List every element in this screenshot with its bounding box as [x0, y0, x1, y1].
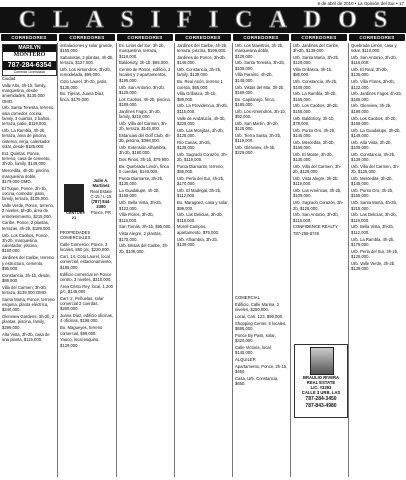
ad-name-top: MARILYN: [3, 45, 56, 52]
listing-text: Urb. La Providencia, 3h-2b, $115,000.: [177, 103, 228, 114]
masthead-letter: F: [177, 7, 192, 33]
masthead-letter: S: [373, 7, 388, 33]
listing-text: Los Caobos, 4h-2b, piscina, $189,000.: [119, 96, 171, 107]
listing-text: CONFIDENCE REALTY: [293, 224, 338, 230]
listing-text: Vista Alegre, 2 plantas, $175,000.: [119, 231, 162, 242]
listing-text: Urb. La Rambla, 4h-2b, terraza, área de piscina, cisterna, verja, calentador solar, desde $185,000.: [2, 128, 50, 150]
listing-text: Carr. 14, Coto Laurel, local comercial, estacionamiento, $185,000.: [60, 254, 112, 270]
listing-text: Urb. Vista Alegre, 3h-2b, $119,000.: [293, 176, 339, 187]
listing-text: Urb. Santa María, 3h-2b, $129,000.: [293, 55, 340, 66]
column-5-listings-bottom: [235, 295, 288, 477]
listing-text: Shopping Center, 5 locales, $695,000.: [235, 320, 287, 331]
listing-text: Urb. Las Américas, 3h-2b, $109,000.: [293, 188, 342, 199]
listing-text: Coto Laurel, 3h-2b, patio, $135,000.: [60, 79, 108, 90]
date-line: [0, 0, 406, 7]
ad-phone: (787) 844-2390: [91, 199, 111, 210]
listing-text: Urb. Tierra Santa, 3h-2b, $119,000.: [235, 132, 282, 144]
listing-text: Jardines de Ponce, 3h-2b, $149,000.: [177, 55, 226, 66]
listing-text: Urb. Constancia, 3h-2b, family, $139,000.: [177, 67, 222, 78]
column-rule: [116, 43, 117, 477]
listing-text: Urb. Baldorioty, 3h-1b, $79,000.: [293, 115, 335, 126]
listing-text: Urb. Brisas del Caribe, 3h-2b, $108,000.: [119, 243, 169, 254]
listing-text: Jardines del Caribe, 4h-2b, terraza, piscina, $199,000.: [177, 43, 228, 54]
listing-text: Urb. San Martín, 3h-2b, $125,000.: [235, 120, 279, 132]
ad-line1: Julio A. Martínez: [92, 178, 110, 189]
listing-text: Constancia, 3h-1b, desde, $89,900.: [2, 272, 51, 283]
ad-phone-2: 787-843-4980: [305, 403, 337, 409]
listing-text: Bo. Magueyes, terreno comercial, $99,000.: [60, 325, 103, 336]
column-rule: [174, 43, 175, 477]
listing-text: Villa Grillasca, 3h-1b, $85,000.: [293, 67, 333, 78]
listing-text: Urb. San Antonio, 3h-2b, $115,000.: [293, 212, 339, 223]
listing-text: Bo. Quebrada Limón, finca 5 cuerdas, $140,000.: [119, 163, 169, 175]
column-2-listings-top: [60, 43, 114, 179]
listing-text: Urb. Bella Vista, 3h-2b, $112,000.: [351, 224, 394, 235]
century21-brand: CENTURY 21: [66, 210, 86, 220]
listing-text: Urb. Los Almendros, 3h-2b, remodelada, $99,000.: [60, 67, 111, 78]
listing-text: Urb. Constancia, 3h-2b, $139,000.: [351, 151, 396, 163]
listing-text: Urb. La Rambla, 4h-2b, $179,000.: [351, 236, 395, 247]
ad-name: BRAULIO RIVERA: [302, 375, 340, 380]
listing-text: Bo. Capitanejo, finca, $185,000.: [235, 96, 275, 107]
listing-text: Ponce By Pass, solar, $320,000.: [235, 332, 276, 344]
listing-text: Urb. Glenview, 3h-2b, $199,000.: [351, 103, 392, 114]
listing-text: Yauco, local esquina, $129,000.: [60, 337, 100, 348]
listing-text: Valle Verde, Ponce, terreno, 2 niveles, 5h-3b, área de entretenimiento, $215,000.: [2, 203, 55, 219]
column-rule: [348, 43, 349, 477]
listing-text: Calle Comercio, Ponce, 2 locales, 850 p/c, $220,000.: [60, 242, 111, 253]
julio-martinez-ad: [88, 178, 114, 226]
listing-text: Urb. Glenview, 4h-3b, $229,000.: [235, 145, 276, 156]
column-label: CORREDORES: [1, 34, 57, 41]
column-rule: [232, 43, 233, 477]
listing-text: Urb. Punto Oro, 3h-2b, $155,000.: [351, 188, 394, 199]
listing-text: Edificio, Calle Marina, 2 niveles, $250,000.: [235, 301, 279, 313]
listing-text: Urb. Alta Vista, 3h-2b, $109,000.: [351, 139, 392, 151]
column-rule: [290, 43, 291, 477]
listing-text: La Guadalupe, 4h-2b, $159,000.: [119, 188, 160, 199]
listing-text: Juana Díaz, edificio oficinas, 4 oficinas, $198,000.: [60, 313, 114, 324]
listing-text: Urb. Los Almendros, 3h-1b, $92,000.: [235, 108, 286, 120]
listing-text: Santa María, Ponce, terreno esquina, planta eléctrica, $240,000.: [2, 296, 55, 313]
listing-text: Quebrada Limón, casa y solar, $110,000.: [351, 43, 397, 54]
listing-text: Urb. Extensión Alhambra, 3h-2b, $160,000.: [119, 145, 167, 156]
column-4-listings: [177, 43, 230, 477]
date-text: 9 de abril de 2010 • La Opinión del Sur • 17: [317, 1, 404, 6]
listing-text: Edificio comercial en Ponce centro, 3 niveles, $310,000.: [60, 271, 112, 282]
ad-phone: 787-284-6354: [3, 61, 56, 70]
ad-line2: Real Estate: [90, 188, 112, 194]
listing-text: Punta Diamante, terreno, $55,000.: [177, 163, 224, 175]
listing-text: Urb. Los Caobos, 4h-2b, $169,000.: [351, 115, 397, 126]
listing-text: Urb. El Monte, 3h-2b, $135,000.: [293, 151, 333, 163]
listing-text: ALQUILER: [235, 356, 256, 362]
listing-text: Área Cristo Rey, local, 1,200 p/c, $145,000.: [60, 283, 113, 294]
listing-text: Urb. Punto Oro, 3h-2b, $145,000.: [293, 127, 336, 138]
masthead: [0, 7, 406, 33]
house-photo: [64, 184, 84, 212]
masthead-letter: A: [86, 7, 104, 33]
listing-text: Alta Vista, 3h-2b, casa de una planta, $115,000.: [2, 331, 50, 342]
masthead-letter: C: [235, 7, 253, 33]
listing-text: Apartamento, Ponce, 2h-1b, $450.: [235, 363, 288, 375]
listing-text: Urb. Villa Flores, 3h-2b, $122,000.: [351, 79, 395, 90]
column-label: CORREDORES: [117, 34, 173, 41]
column-7-listings: [351, 43, 404, 477]
ad-line5: Ponce, PR: [90, 209, 112, 215]
ad-license: LIC. #3393: [310, 385, 332, 390]
masthead-title: [0, 7, 406, 33]
listing-text: Urb. Santa Teresita, terreno, sala comedor, cocina, family, 3 cuartos, 2 baños, terraza, patio, $119,000.: [2, 105, 55, 127]
column-1-listings: [2, 76, 55, 477]
column-6-listings: [293, 43, 346, 343]
column-label: CORREDORES: [291, 34, 347, 41]
listing-text: Urb. Villa del Carmen, 3h-2b, $129,000.: [293, 163, 342, 175]
masthead-letter: C: [18, 7, 37, 33]
masthead-letter: S: [120, 7, 134, 33]
listing-text: Urb. Sagrado Corazón, 3h-2b, $125,000.: [293, 200, 344, 211]
listing-text: Local, Carr. 123, $99,000.: [235, 313, 284, 319]
ad-address: CALLE 3 URB. LAS: [301, 390, 341, 395]
listing-text: Urb. Mercedita, 3h-2b, $159,000.: [293, 139, 335, 151]
listing-text: Centro de Ponce, edificio, 2 locales y 2 apartamentos, $195,000.: [119, 67, 171, 83]
century21-ad: [62, 180, 86, 220]
listing-text: Jardines Fagot, 3h-2b, family, $210,000.: [119, 108, 161, 120]
column-label: CORREDORES: [59, 34, 115, 41]
listing-text: Urb. Bella Vista, 3h-2b, $122,000.: [119, 200, 162, 211]
listing-text: Urb. El Madrigal, 3h-2b, $112,000.: [177, 188, 222, 199]
listing-text: Punta Diamante, 3h-2b, $135,000.: [119, 176, 164, 187]
column-label: CORREDORES: [175, 34, 231, 41]
listing-text: Urb. Perla del Sur, 3h-2b, $129,000.: [351, 248, 399, 259]
masthead-letter: I: [208, 7, 219, 33]
listing-text: Villa Grillasca, 3h-1b, $89,000.: [177, 91, 217, 102]
column-rule: [57, 43, 58, 477]
listing-text: Urb. Valle Verde, 3h-2b, $139,000.: [351, 260, 396, 271]
listing-text: Calle Victoria, local, $145,000.: [235, 344, 272, 356]
column-label: CORREDORES: [349, 34, 405, 41]
agent-photo: [310, 347, 334, 375]
listing-text: Bo. Maragüez, casa y solar, $99,000.: [177, 200, 229, 211]
marilyn-montero-ad: [2, 44, 57, 76]
masthead-letter: I: [150, 7, 161, 33]
listing-text: San Tomás, 3h-1b, $95,000.: [119, 224, 172, 230]
listing-text: Mercedita, 4h-2b, piscina, marquesina doble, $179,000 OMO.: [2, 168, 50, 184]
listing-text: Urb. Mercedita, 3h-2b, $145,000.: [351, 176, 393, 187]
listing-text: Urb. El Real, 3h-2b, $135,000.: [351, 67, 388, 78]
ad-phone-1: 787-284-3450: [305, 396, 337, 402]
listing-text: Ext. Quintas, Ponce, terreno, casa de cemento, 3h-2b, family, $149,000.: [2, 150, 51, 167]
listing-text: Urb. Sagrado Corazón, 3h-2b, $119,000.: [177, 151, 228, 163]
listing-text: Bo. Tijeras, Juana Díaz, finca, $175,000.: [60, 91, 105, 102]
listing-text: Sabanetas, 2 plantas, 4h-3b, terraza, $127,000.: [60, 55, 114, 66]
listing-text: Urb. Villa del Carmen, 3h-2b, $125,000.: [351, 163, 400, 175]
listing-text: PROPIEDADES COMERCIALES: [60, 230, 91, 241]
listing-text: Urb. San Antonio, 3h-2b, $118,000.: [351, 55, 397, 66]
listing-text: Casa, Urb. Constancia, $650.: [235, 375, 279, 387]
column-3-listings: [119, 43, 172, 477]
masthead-letter: L: [53, 7, 70, 33]
listing-text: Urb. Jardines Fagot, 4h-2b, $185,000.: [351, 91, 402, 102]
listing-text: Villa Flores, 3h-2b, $115,000.: [119, 212, 154, 223]
listing-text: instalaciones y solar grande, $155,000.: [60, 43, 114, 54]
ad-sub: REAL ESTATE: [306, 380, 336, 385]
masthead-letter: O: [338, 7, 357, 33]
listing-text: Urb. Villa del Carmen, 3h-2b, terraza, $145,000.: [119, 120, 168, 132]
listing-text: Urb. Alhambra, 3h-2b, $139,000.: [177, 236, 218, 247]
braulio-rivera-ad: [294, 344, 348, 418]
ad-tag: Corredor Licenciado: [13, 70, 46, 74]
listing-text: Ex. Lirios del Sur, 3h-2b, marquesina, terraza, $118,000.: [119, 43, 165, 59]
column-labels: [0, 33, 406, 42]
listing-text: Valle Alto, 3h-1b, family, marquesina, desde amenidades, $135,000 OMO.: [2, 82, 47, 104]
listing-text: Caribe, Ponce, 2 plantas, terrazas, 4h-2b, $189,000.: [2, 220, 52, 231]
listing-text: Carr. 2, Peñuelas, solar comercial 2 cuerdas, $260,000.: [60, 295, 104, 312]
listing-text: Urb. Los Maestros, 3h-2b, marquesina doble, $129,000.: [235, 43, 284, 59]
listing-text: Morell Campos, apartamento, $75,000.: [177, 224, 220, 235]
masthead-letter: A: [269, 7, 287, 33]
listing-text: Urb. Perla del Sur, 4h-2b, $170,000.: [177, 176, 225, 187]
listing-text: Valle de Andalucía, 4h-3b, $225,000.: [177, 115, 226, 126]
column-label: CORREDORES: [233, 34, 289, 41]
listing-text: Urb. Santa Teresita, 3h-2b, $109,000.: [235, 60, 285, 71]
listing-text: Estancias del Golf Club, 4h-3b, piscina, $398,000.: [119, 132, 171, 144]
listing-text: Urb. Jardines del Caribe, 3h-2b, $139,000.: [293, 43, 340, 54]
listing-text: Ciudad: [2, 76, 16, 81]
column-5-listings-top: [235, 43, 288, 293]
listing-text: Baldorioty, 3h-1b, $85,000.: [119, 60, 169, 66]
listing-text: Urb. Las Delicias, 3h-2b, $119,000.: [351, 212, 397, 223]
listing-text: Urb. Los Caobos, Ponce, 3h-2b, marquesina, calentador, piscina, $160,000.: [2, 232, 49, 254]
listing-text: COMERCIAL: [235, 295, 260, 300]
listing-text: Villa del Carmen, 3h-2b, terraza, $139,000 OMO.: [2, 284, 48, 295]
listing-text: Urb. Constancia, 3h-2b, $149,000.: [293, 79, 338, 90]
listing-text: 787-259-8745: [293, 231, 320, 237]
listing-text: Urb. Las Monjitas, 3h-2b, $128,000.: [177, 127, 224, 138]
listing-text: Río Canas, 3h-2b, $135,000.: [177, 139, 211, 151]
listing-text: Urb. La Rambla, 3h-2b, $165,000.: [293, 91, 337, 102]
listing-text: Dos Pinos, 3h-1b, $79,900.: [119, 157, 170, 163]
listing-text: Villa Paraíso, 4h-2b, $149,000.: [235, 72, 273, 83]
listing-text: Bo. Real Anón, terreno 1 cuerda, $65,000.: [177, 79, 223, 90]
masthead-letter: D: [303, 7, 322, 33]
listing-text: Urb. Santa María, 4h-3b, $215,000.: [351, 200, 398, 211]
listing-text: El Tuque, Ponce, 3h-1b, cocina, comedor, patio, family, terraza, $105,000.: [2, 185, 49, 202]
listing-text: Urb. San Antonio, 3h-2b, $125,000.: [119, 84, 165, 95]
listing-text: Urb. La Guadalupe, 3h-2b, $149,000.: [351, 127, 401, 138]
listing-text: Urb. Vistas del Mar, 3h-2b, $169,000.: [235, 84, 285, 95]
column-2-listings-bottom: [60, 230, 114, 477]
listing-text: Glenview Gardens, 3h-2b, 2 plantas, piscina, family, $299,000.: [2, 314, 55, 330]
ad-name-bottom: MONTERO: [13, 52, 46, 58]
listing-text: Urb. Los Caobos, 3h-2b, $155,000.: [293, 103, 339, 114]
ad-line3: C-15 / L-15: [90, 193, 112, 199]
listing-text: Urb. Las Delicias, 3h-2b, $118,000.: [177, 212, 223, 223]
listing-text: Jardines del Caribe, terreno y estructura, cemento, $95,000.: [2, 255, 54, 271]
